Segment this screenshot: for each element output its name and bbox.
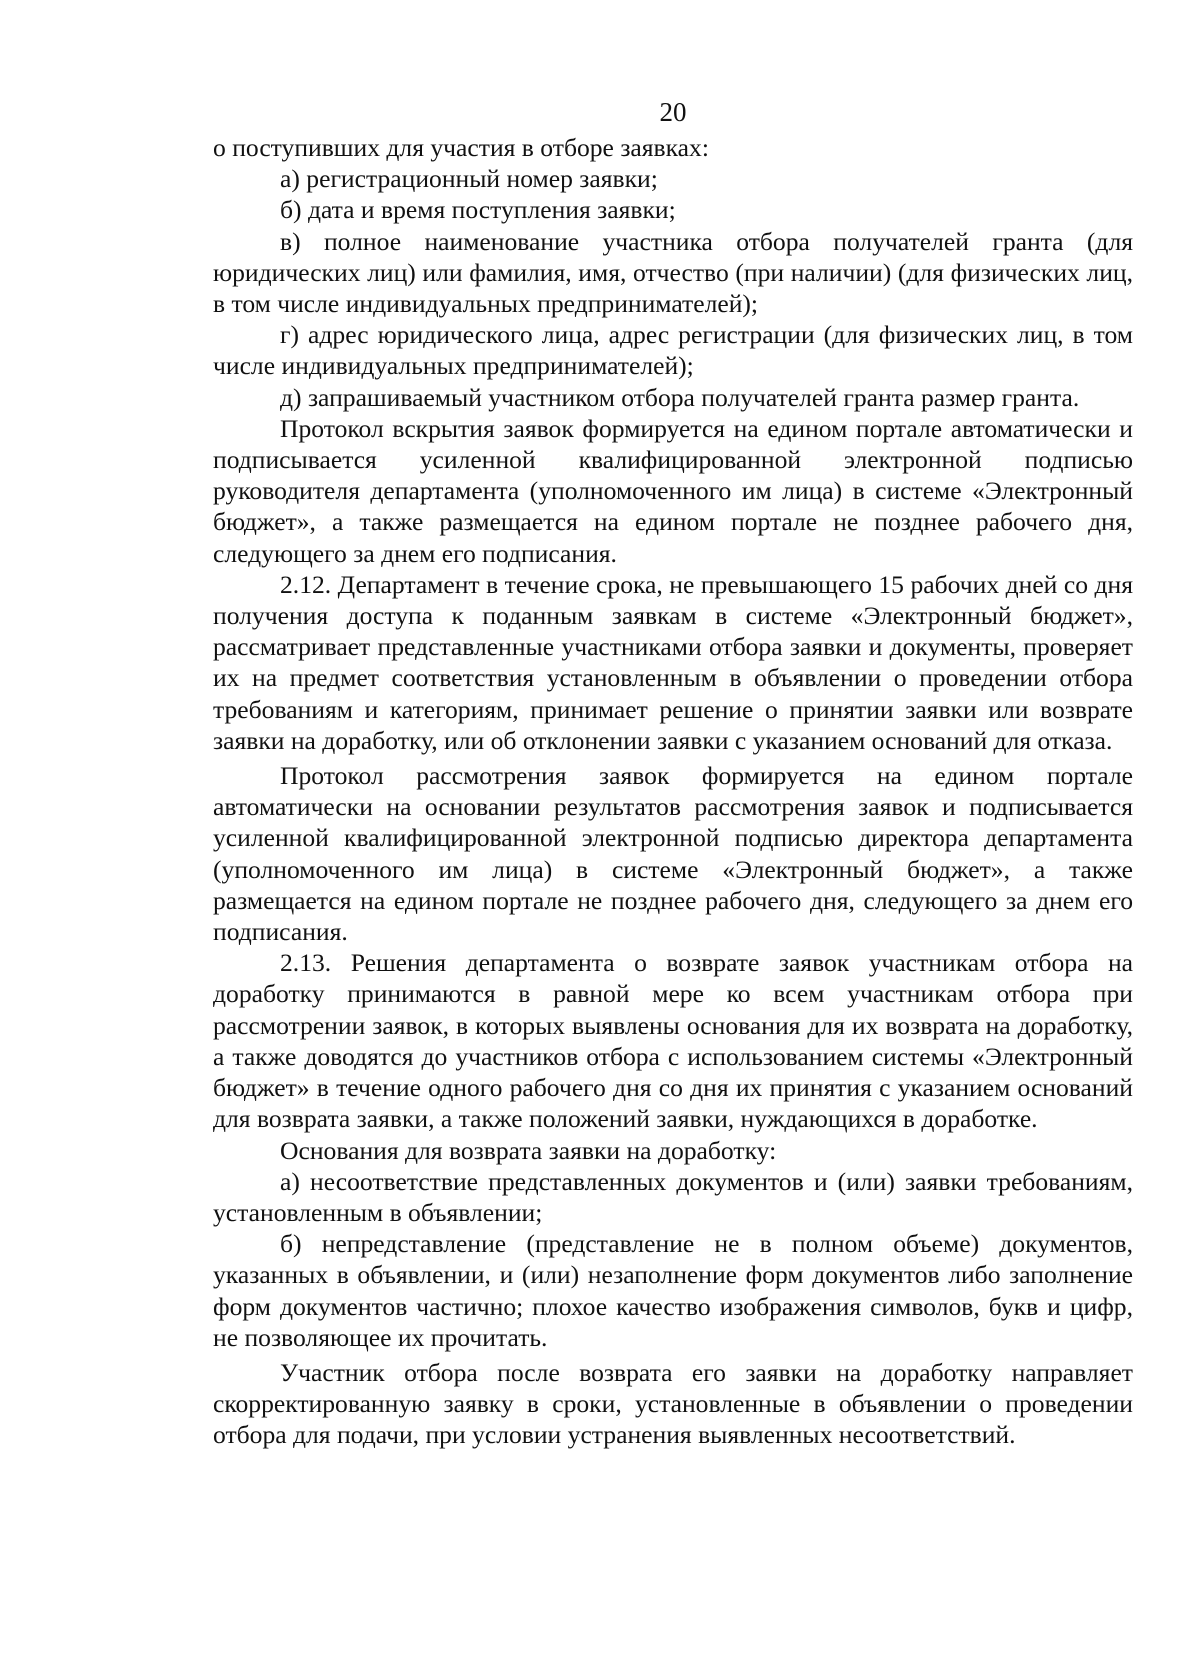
paragraph: Участник отбора после возврата его заявки на доработку направляет скорректированную заявку в сроки, установленные в объявлении о проведении отбора для подачи, при условии устранения выявленных несоответствий. xyxy=(213,1357,1133,1450)
paragraph: а) несоответствие представленных документов и (или) заявки требованиям, установленным в объявлении; xyxy=(213,1166,1133,1227)
document-body xyxy=(213,132,1133,1451)
paragraph: Протокол вскрытия заявок формируется на едином портале автоматически и подписывается усиленной квалифицированной электронной подписью руководителя департамента (уполномоченного им лица) в системе «Электронный бюджет», а также размещается на едином портале не позднее рабочего дня, следующего за днем его подписания. xyxy=(213,413,1133,568)
paragraph: о поступивших для участия в отборе заявках: xyxy=(213,133,709,162)
paragraph: д) запрашиваемый участником отбора получателей гранта размер гранта. xyxy=(280,382,1080,412)
paragraph: 2.13. Решения департамента о возврате заявок участникам отбора на доработку принимаются в равной мере ко всем участникам отбора при рассмотрении заявок, в которых выявлены основания для их возврата на доработку, а также доводятся до участников отбора с использованием системы «Электронный бюджет» в течение одного рабочего дня со дня их принятия с указанием оснований для возврата заявки, а также положений заявки, нуждающихся в доработке. xyxy=(213,948,1133,1134)
page-number: 20 xyxy=(659,97,687,127)
paragraph: Протокол рассмотрения заявок формируется на едином портале автоматически на основании результатов рассмотрения заявок и подписывается усиленной квалифицированной электронной подписью директора департамента (уполномоченного им лица) в системе «Электронный бюджет», а также размещается на едином портале не позднее рабочего дня, следующего за днем его подписания. xyxy=(213,761,1133,947)
paragraph: 2.12. Департамент в течение срока, не превышающего 15 рабочих дней со дня получения доступа к поданным заявкам в системе «Электронный бюджет», рассматривает представленные участниками отбора заявки и документы, проверяет их на предмет соответствия установленным в объявлении о проведении отбора требованиям и категориям, принимает решение о принятии заявки или возврате заявки на доработку, или об отклонении заявки с указанием оснований для отказа. xyxy=(213,569,1133,755)
paragraph: а) регистрационный номер заявки; xyxy=(280,164,658,194)
paragraph: Основания для возврата заявки на доработку: xyxy=(280,1135,777,1165)
paragraph: г) адрес юридического лица, адрес регистрации (для физических лиц, в том числе индивидуальных предпринимателей); xyxy=(213,320,1133,381)
paragraph: б) непредставление (представление не в полном объеме) документов, указанных в объявлении, и (или) незаполнение форм документов либо заполнение форм документов частично; плохое качество изображения символов, букв и цифр, не позволяющее их прочитать. xyxy=(213,1229,1133,1352)
paragraph: в) полное наименование участника отбора получателей гранта (для юридических лиц) или фамилия, имя, отчество (при наличии) (для физических лиц, в том числе индивидуальных предпринимателей); xyxy=(213,226,1133,319)
paragraph: б) дата и время поступления заявки; xyxy=(280,195,676,225)
